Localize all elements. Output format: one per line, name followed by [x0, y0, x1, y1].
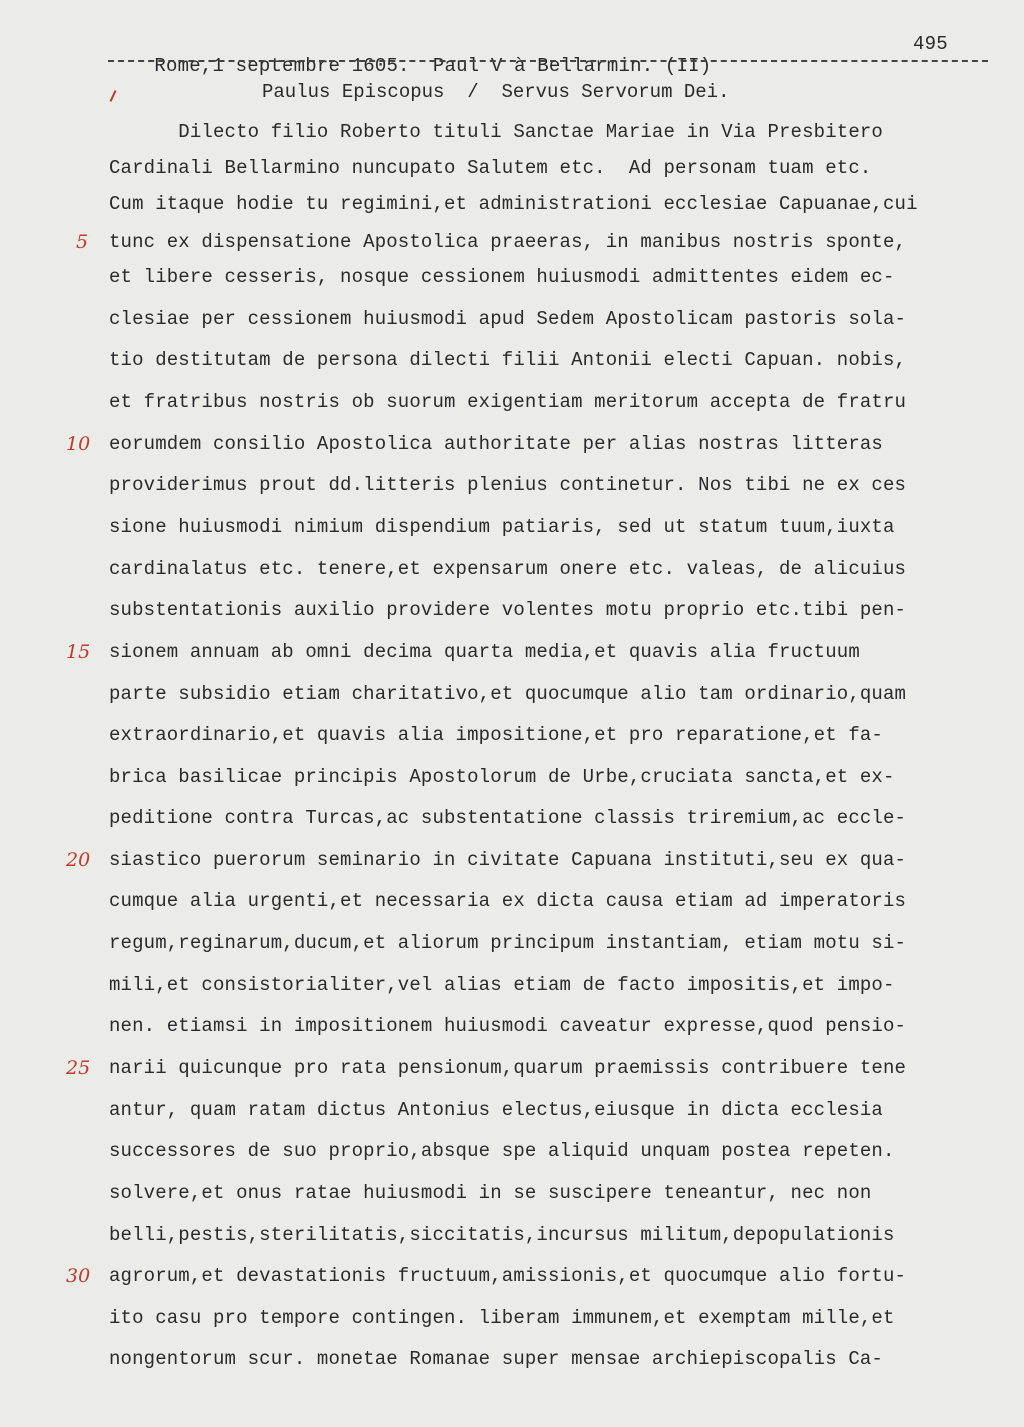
text-line: agrorum,et devastationis fructuum,amissionis,et quocumque alio fortu- — [109, 1265, 907, 1287]
text-line: successores de suo proprio,absque spe aliquid unquam postea repeten. — [109, 1140, 895, 1162]
page-number: 495 — [913, 33, 948, 55]
text-line: Cardinali Bellarmino nuncupato Salutem etc. Ad personam tuam etc. — [109, 157, 872, 179]
margin-number: 25 — [66, 1057, 91, 1079]
text-line: et fratribus nostris ob suorum exigentiam meritorum accepta de fratru — [109, 391, 907, 413]
text-line: Cum itaque hodie tu regimini,et administrationi ecclesiae Capuanae,cui — [109, 193, 918, 215]
text-line: antur, quam ratam dictus Antonius electus,eiusque in dicta ecclesia — [109, 1099, 883, 1121]
text-line: clesiae per cessionem huiusmodi apud Sedem Apostolicam pastoris sola- — [109, 308, 907, 330]
margin-number: 10 — [66, 433, 91, 455]
margin-number: 30 — [66, 1265, 91, 1287]
text-line: nongentorum scur. monetae Romanae super mensae archiepiscopalis Ca- — [109, 1348, 883, 1370]
header-rule — [108, 60, 988, 62]
text-line: extraordinario,et quavis alia impositione,et pro reparatione,et fa- — [109, 724, 883, 746]
text-line: belli,pestis,sterilitatis,siccitatis,incursus militum,depopulationis — [109, 1224, 895, 1246]
text-line: mili,et consistorialiter,vel alias etiam de facto impositis,et impo- — [109, 974, 895, 996]
text-line: ito casu pro tempore contingen. liberam immunem,et exemptam mille,et — [109, 1307, 895, 1329]
text-line: cardinalatus etc. tenere,et expensarum onere etc. valeas, de alicuius — [109, 558, 907, 580]
text-line: solvere,et onus ratae huiusmodi in se suscipere teneantur, nec non — [109, 1182, 872, 1204]
text-line: tio destitutam de persona dilecti filii Antonii electi Capuan. nobis, — [109, 349, 907, 371]
text-line: sione huiusmodi nimium dispendium patiaris, sed ut statum tuum,iuxta — [109, 516, 895, 538]
text-line: et libere cesseris, nosque cessionem huiusmodi admittentes eidem ec- — [109, 266, 895, 288]
margin-number: 20 — [66, 849, 91, 871]
text-line: peditione contra Turcas,ac substentatione classis triremium,ac eccle- — [109, 807, 907, 829]
header-text: Rome,1 septembre 1605. Paul V à Bellarmin. (II) — [154, 55, 712, 77]
text-line: eorumdem consilio Apostolica authoritate per alias nostras litteras — [109, 433, 883, 455]
text-line: siastico puerorum seminario in civitate Capuana instituti,seu ex qua- — [109, 849, 907, 871]
text-line: substentationis auxilio providere volentes motu proprio etc.tibi pen- — [109, 599, 907, 621]
text-line: regum,reginarum,ducum,et aliorum principum instantiam, etiam motu si- — [109, 932, 907, 954]
text-line: narii quicunque pro rata pensionum,quarum praemissis contribuere tene — [109, 1057, 907, 1079]
margin-number: 5 — [76, 231, 89, 253]
document-title: Paulus Episcopus / Servus Servorum Dei. — [262, 81, 730, 103]
margin-number: 15 — [66, 641, 91, 663]
text-line: brica basilicae principis Apostolorum de Urbe,cruciata sancta,et ex- — [109, 766, 895, 788]
text-line: providerimus prout dd.litteris plenius continetur. Nos tibi ne ex ces — [109, 474, 907, 496]
text-line: nen. etiamsi in impositionem huiusmodi caveatur expresse,quod pensio- — [109, 1015, 907, 1037]
text-line: sionem annuam ab omni decima quarta media,et quavis alia fructuum — [109, 641, 860, 663]
text-line: Dilecto filio Roberto tituli Sanctae Mariae in Via Presbitero — [109, 121, 883, 143]
text-line: parte subsidio etiam charitativo,et quocumque alio tam ordinario,quam — [109, 683, 907, 705]
text-line: tunc ex dispensatione Apostolica praeeras, in manibus nostris sponte, — [109, 231, 907, 253]
text-line: cumque alia urgenti,et necessaria ex dicta causa etiam ad imperatoris — [109, 890, 907, 912]
